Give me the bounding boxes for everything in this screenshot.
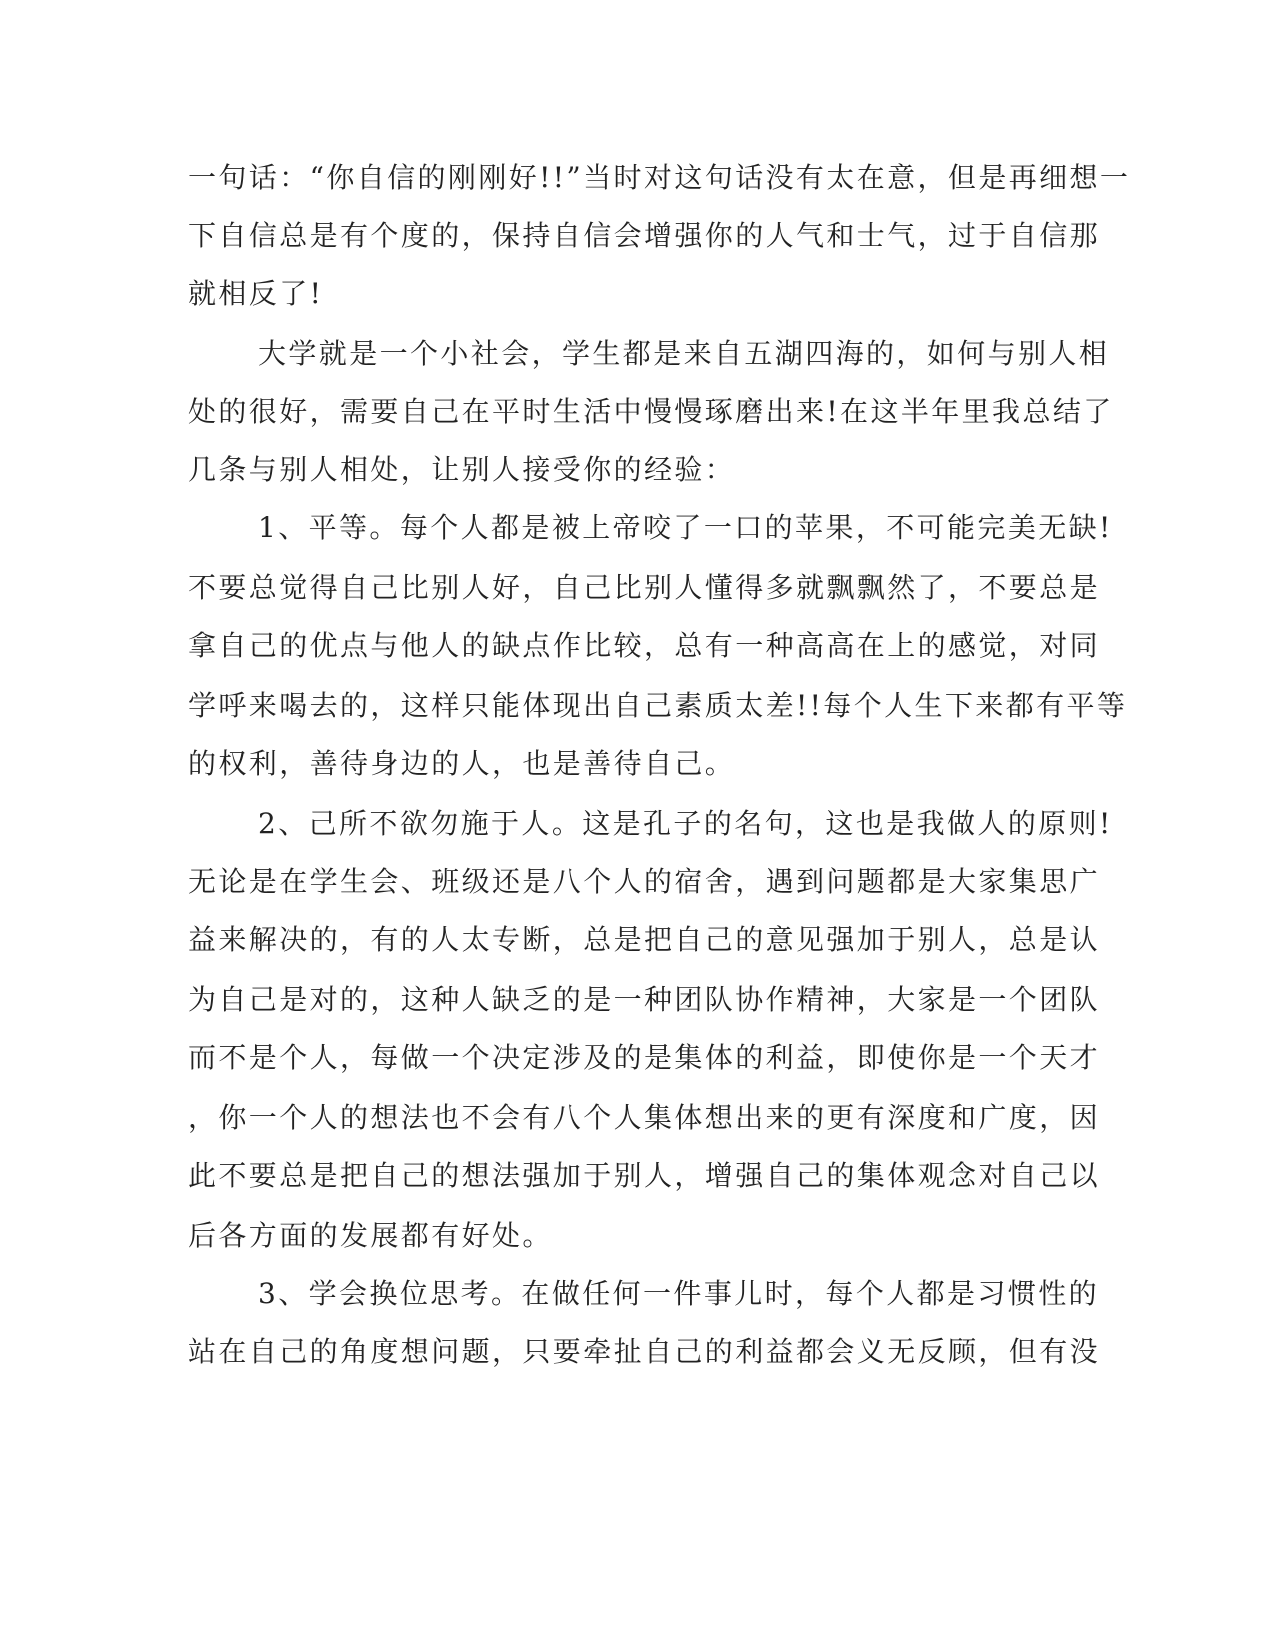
text-line: 的权利，善待身边的人，也是善待自己。	[188, 747, 736, 780]
text-line: 此不要总是把自己的想法强加于别人，增强自己的集体观念对自己以	[188, 1159, 1101, 1192]
text-line: ，你一个人的想法也不会有八个人集体想出来的更有深度和广度，因	[188, 1101, 1101, 1134]
paragraph-start-line: 大学就是一个小社会，学生都是来自五湖四海的，如何与别人相	[258, 337, 1110, 370]
text-line: 后各方面的发展都有好处。	[188, 1219, 553, 1252]
text-line: 处的很好，需要自己在平时生活中慢慢琢磨出来!在这半年里我总结了	[188, 395, 1114, 428]
text-line: 不要总觉得自己比别人好，自己比别人懂得多就飘飘然了，不要总是	[188, 571, 1101, 604]
text-line: 就相反了!	[188, 277, 324, 310]
text-line: 为自己是对的，这种人缺乏的是一种团队协作精神，大家是一个团队	[188, 983, 1101, 1016]
text-line: 几条与别人相处，让别人接受你的经验：	[188, 453, 736, 486]
text-line: 益来解决的，有的人太专断，总是把自己的意见强加于别人，总是认	[188, 923, 1101, 956]
text-line: 下自信总是有个度的，保持自信会增强你的人气和士气，过于自信那	[188, 219, 1101, 252]
text-line: 站在自己的角度想问题，只要牵扯自己的利益都会义无反顾，但有没	[188, 1335, 1101, 1368]
paragraph-start-line: 3、学会换位思考。在做任何一件事儿时，每个人都是习惯性的	[258, 1277, 1100, 1310]
text-line: 而不是个人，每做一个决定涉及的是集体的利益，即使你是一个天才	[188, 1041, 1101, 1074]
paragraph-start-line: 2、己所不欲勿施于人。这是孔子的名句，这也是我做人的原则!	[258, 807, 1113, 840]
text-line: 学呼来喝去的，这样只能体现出自己素质太差!!每个人生下来都有平等	[188, 689, 1128, 722]
text-line: 拿自己的优点与他人的缺点作比较，总有一种高高在上的感觉，对同	[188, 629, 1101, 662]
paragraph-start-line: 1、平等。每个人都是被上帝咬了一口的苹果，不可能完美无缺!	[258, 511, 1113, 544]
text-line: 无论是在学生会、班级还是八个人的宿舍，遇到问题都是大家集思广	[188, 865, 1101, 898]
text-line: 一句话：“你自信的刚刚好!!”当时对这句话没有太在意，但是再细想一	[188, 161, 1131, 194]
